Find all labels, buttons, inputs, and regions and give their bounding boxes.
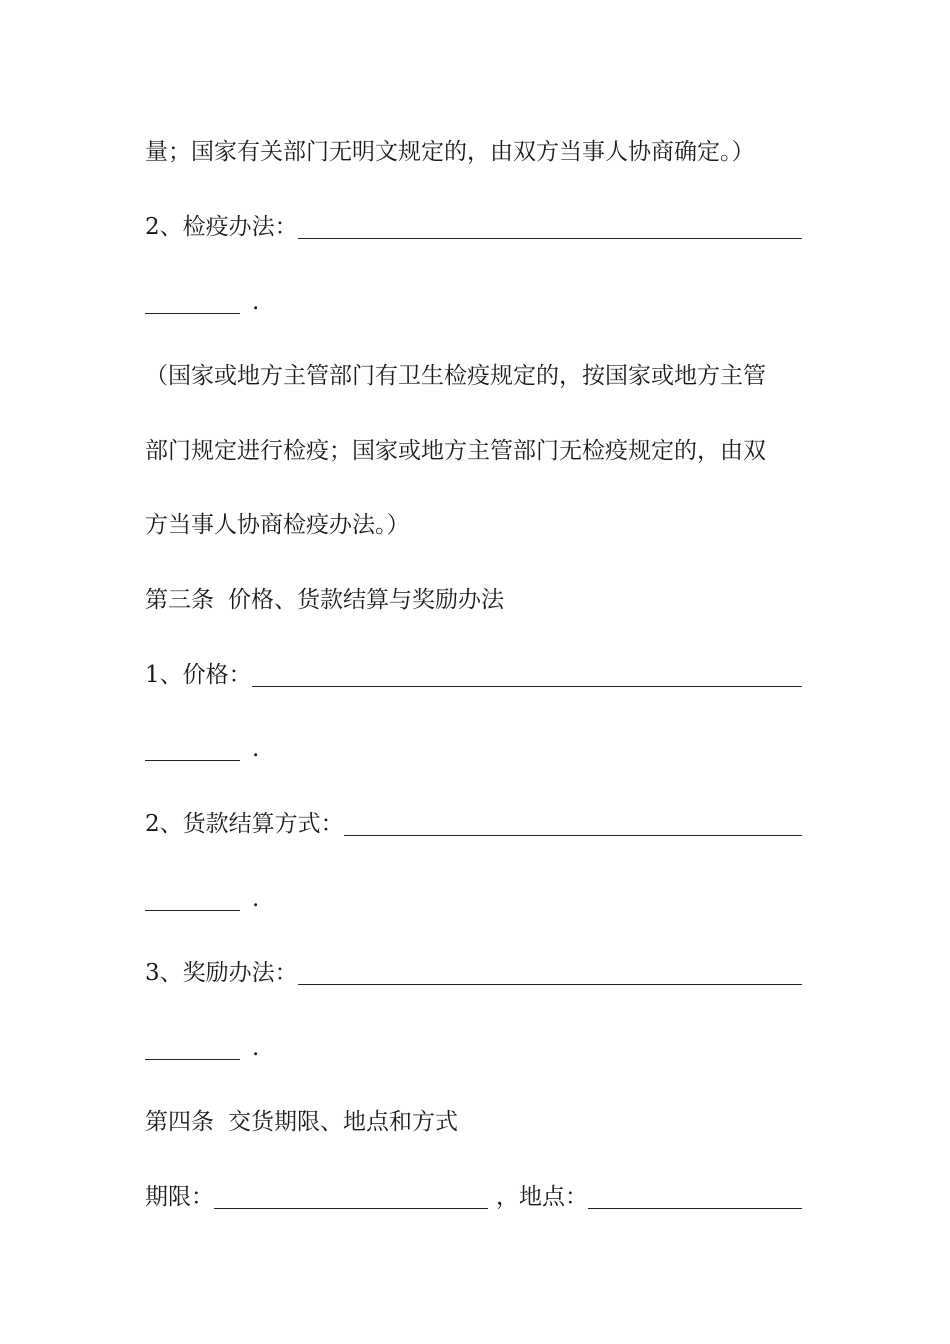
price-line [145,660,802,690]
reward-blank-2[interactable] [145,1035,240,1060]
text: 量；国家有关部门无明文规定的，由双方当事人协商确定。） [145,139,755,165]
settlement-continuation [145,884,802,914]
price-label: 1、价格： [145,662,252,688]
quarantine-method-continuation [145,287,802,317]
text: 部门规定进行检疫；国家或地方主管部门无检疫规定的，由双 [145,438,766,464]
article-title: 交货期限、地点和方式 [228,1109,458,1135]
delivery-term-place-line [145,1182,802,1212]
price-blank[interactable] [252,662,802,687]
period: . [252,1035,260,1061]
text-line-quarantine-note-1 [145,361,802,391]
quarantine-method-label: 2、检疫办法： [145,214,298,240]
settlement-label: 2、货款结算方式： [145,811,344,837]
quarantine-method-line [145,212,802,242]
term-blank[interactable] [214,1184,488,1209]
article-number: 第三条 [145,587,214,613]
reward-label: 3、奖励办法： [145,960,298,986]
text: （国家或地方主管部门有卫生检疫规定的，按国家或地方主管 [145,363,766,389]
price-blank-2[interactable] [145,736,240,761]
term-label: 期限： [145,1184,214,1210]
period: . [252,886,260,912]
settlement-blank[interactable] [344,811,802,836]
settlement-blank-2[interactable] [145,886,240,911]
text-line-quarantine-note-3 [145,510,802,540]
price-continuation [145,734,802,764]
place-label: ，地点： [496,1184,588,1210]
reward-line [145,958,802,988]
quarantine-method-blank[interactable] [298,214,802,239]
place-blank[interactable] [588,1184,802,1209]
article-title: 价格、货款结算与奖励办法 [228,587,504,613]
article-number: 第四条 [145,1109,214,1135]
period: . [252,736,260,762]
text-line-quarantine-note-2 [145,436,802,466]
period: . [252,289,260,315]
reward-continuation [145,1033,802,1063]
quarantine-method-blank-2[interactable] [145,289,240,314]
article-3-heading [145,585,802,615]
settlement-line [145,809,802,839]
text: 方当事人协商检疫办法。） [145,512,410,538]
article-4-heading [145,1107,802,1137]
reward-blank[interactable] [298,960,802,985]
text-line-quantity-note [145,137,802,167]
